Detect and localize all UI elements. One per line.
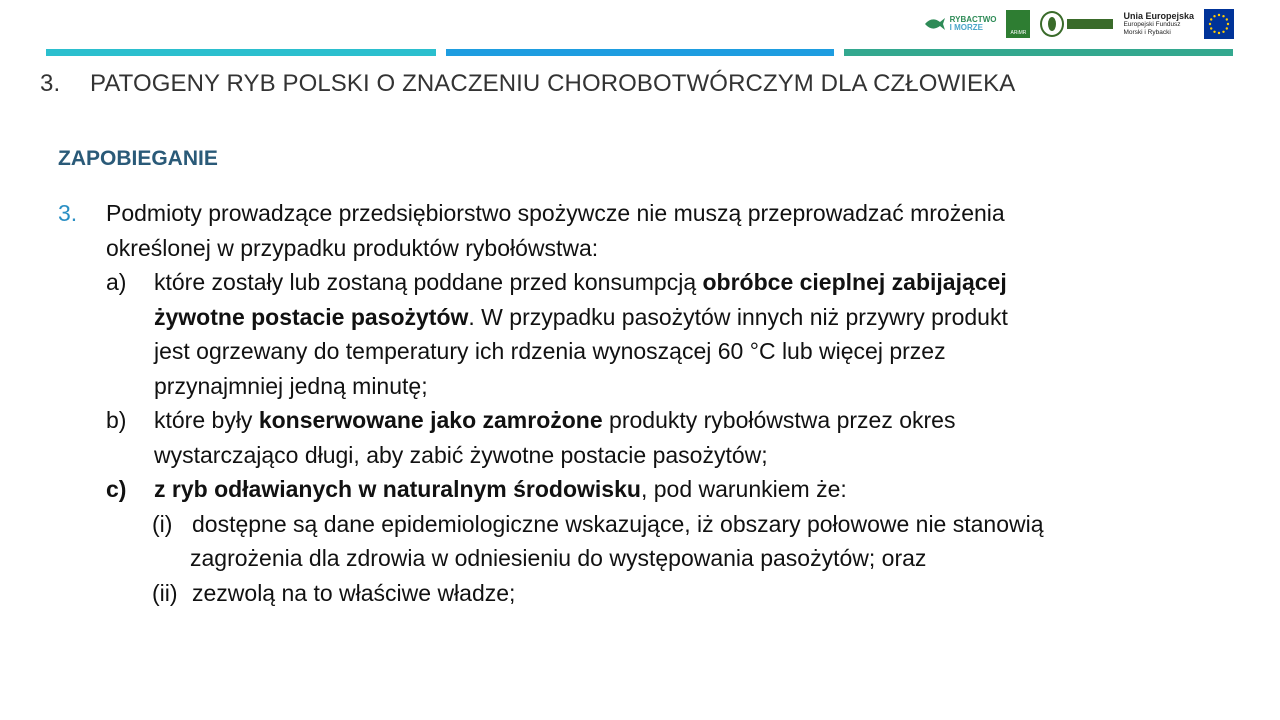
slide-title <box>40 70 1015 98</box>
item-b-line-1 <box>56 403 1256 438</box>
item-a-text-3: jest ogrzewany do temperatury ich rdzenia wynoszącej 60 °C lub więcej przez <box>154 338 946 364</box>
item-b-text-post: produkty rybołówstwa przez okres <box>602 407 956 433</box>
rybactwo-logo <box>924 14 997 34</box>
arimr-label: ARiMR <box>1010 30 1027 36</box>
eu-subtitle-1: Europejski Fundusz <box>1123 20 1181 28</box>
item-b-text: które były <box>154 407 259 433</box>
sub-ii-marker: (ii) <box>152 579 178 606</box>
title-number: 3. <box>40 70 61 97</box>
arimr-logo <box>1006 10 1030 38</box>
item-a-text-4: przynajmniej jedną minutę; <box>154 372 428 399</box>
item-a-line-2 <box>56 300 1256 335</box>
eu-title: Unia Europejska <box>1123 10 1194 21</box>
item-c-marker: c) <box>106 476 127 502</box>
header-logos <box>924 6 1234 42</box>
item-a-line-4 <box>56 369 1256 404</box>
sub-ii-text-1: zezwolą na to właściwe władze; <box>192 579 516 606</box>
sub-i-marker: (i) <box>152 510 173 537</box>
leaf-icon <box>1040 11 1064 37</box>
sub-ii-line-1 <box>56 576 1256 611</box>
point-number: 3. <box>58 200 78 226</box>
item-c-text-post: , pod warunkiem że: <box>640 476 847 502</box>
point-text-1: Podmioty prowadzące przedsiębiorstwo spożywcze nie muszą przeprowadzać mrożenia <box>106 200 1005 226</box>
point-line-2 <box>56 231 1256 266</box>
item-a-line-1 <box>56 265 1256 300</box>
eu-subtitle-2: Morski i Rybacki <box>1123 28 1171 36</box>
sub-i-text-2: zagrożenia dla zdrowia w odniesieniu do występowania pasożytów; oraz <box>190 545 927 571</box>
fish-icon <box>924 14 946 34</box>
item-c-line-1 <box>56 472 1256 507</box>
item-b-text-2: wystarczająco długi, aby zabić żywotne postacie pasożytów; <box>154 441 768 468</box>
item-b-marker: b) <box>106 407 127 433</box>
slide-content <box>56 196 1256 610</box>
point-text-2: określonej w przypadku produktów rybołówstwa: <box>106 234 599 261</box>
leader-banner <box>1067 19 1113 29</box>
eu-flag-icon <box>1204 9 1234 39</box>
point-line-1 <box>56 196 1256 231</box>
sub-i-text-1: dostępne są dane epidemiologiczne wskazujące, iż obszary połowowe nie stanowią <box>192 510 1044 537</box>
item-a-text: które zostały lub zostaną poddane przed konsumpcją <box>154 269 703 295</box>
sub-i-line-1 <box>56 507 1256 542</box>
accent-bar-teal <box>844 49 1233 56</box>
section-subheading: ZAPOBIEGANIE <box>58 147 218 170</box>
item-a-marker: a) <box>106 269 127 295</box>
item-a-bold: obróbce cieplnej zabijającej <box>702 269 1007 295</box>
item-a-bold-2: żywotne postacie pasożytów <box>154 303 469 330</box>
item-a-text-2: . W przypadku pasożytów innych niż przywry produkt <box>468 303 1008 330</box>
eu-text <box>1123 12 1194 37</box>
rybactwo-label-2: I MORZE <box>949 23 983 32</box>
item-b-bold: konserwowane jako zamrożone <box>258 407 603 433</box>
item-a-line-3 <box>56 334 1256 369</box>
leader-logo <box>1040 11 1113 37</box>
title-text: PATOGENY RYB POLSKI O ZNACZENIU CHOROBOTWÓRCZYM DLA CZŁOWIEKA <box>90 70 1016 97</box>
accent-bar-cyan <box>46 49 436 56</box>
rybactwo-label-1: RYBACTWO <box>949 15 997 24</box>
sub-i-line-2 <box>56 541 1256 576</box>
accent-bar-blue <box>446 49 834 56</box>
item-c-bold: z ryb odławianych w naturalnym środowisku <box>154 476 641 502</box>
item-b-line-2 <box>56 438 1256 473</box>
